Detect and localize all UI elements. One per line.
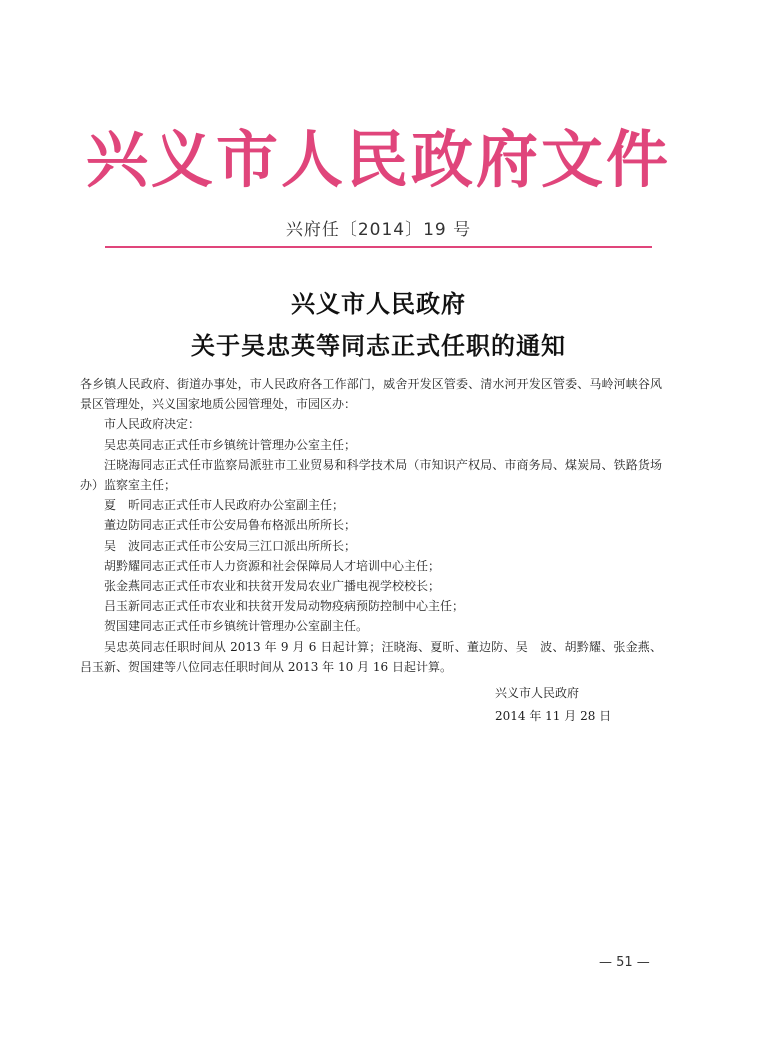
red-divider-line (105, 246, 652, 248)
appointment-item: 张金燕同志正式任市农业和扶贫开发局农业广播电视学校校长； (104, 579, 441, 594)
appointment-item: 吕玉新同志正式任市农业和扶贫开发局动物疫病预防控制中心主任； (104, 599, 465, 614)
appointment-item: 胡黔耀同志正式任市人力资源和社会保障局人才培训中心主任； (104, 558, 441, 573)
appointment-item: 贺国建同志正式任市乡镇统计管理办公室副主任。 (104, 619, 369, 634)
appointment-item: 夏 昕同志正式任市人民政府办公室副主任； (104, 498, 345, 513)
timing-note: 吴忠英同志任职时间从 2013 年 9 月 6 日起计算；汪晓海、夏昕、董边防、吴 波、胡黔耀、张金燕、吕玉新、贺国建等八位同志任职时间从 2013 年 10 月 16 日起计算。 (80, 639, 662, 674)
signature-org: 兴义市人民政府 (495, 686, 580, 700)
appointment-item: 董边防同志正式任市公安局鲁布格派出所所长； (104, 518, 357, 533)
masthead-title: 兴义市人民政府文件 (85, 123, 671, 196)
signature-date: 2014 年 11 月 28 日 (495, 709, 612, 723)
page-number: — 51 — (599, 955, 650, 970)
notice-title-line1: 兴义市人民政府 (291, 290, 466, 318)
notice-body (80, 374, 662, 677)
appointment-item: 吴忠英同志正式任市乡镇统计管理办公室主任； (104, 437, 357, 452)
decision-intro: 市人民政府决定： (104, 417, 201, 432)
document-number: 兴府任〔2014〕19 号 (285, 220, 472, 240)
appointment-item: 汪晓海同志正式任市监察局派驻市工业贸易和科学技术局（市知识产权局、市商务局、煤炭局、铁路货场办）监察室主任； (80, 457, 662, 493)
appointment-item: 吴 波同志正式任市公安局三江口派出所所长； (104, 538, 357, 553)
notice-title-line2: 关于吴忠英等同志正式任职的通知 (191, 332, 566, 360)
addressee: 各乡镇人民政府、街道办事处，市人民政府各工作部门，威舍开发区管委、清水河开发区管委、马岭河峡谷风景区管理处，兴义国家地质公园管理处，市园区办： (80, 377, 662, 412)
